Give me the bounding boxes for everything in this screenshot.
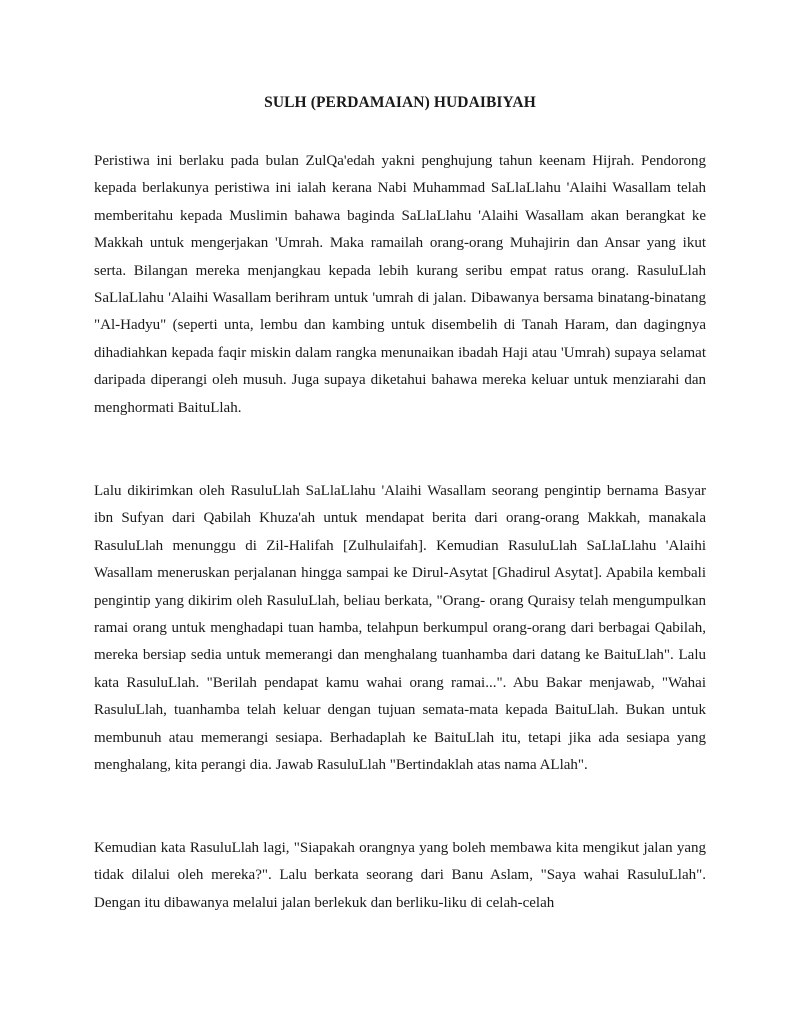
paragraph-3: Kemudian kata RasuluLlah lagi, "Siapakah orangnya yang boleh membawa kita mengikut jalan yang tidak dilalui oleh mereka?". Lalu berkata seorang dari Banu Aslam, "Saya wahai RasuluLlah". Dengan itu dibawanya melalui jalan berlekuk dan berliku-liku di celah-celah [94, 840, 706, 911]
paragraph-1: Peristiwa ini berlaku pada bulan ZulQa'edah yakni penghujung tahun keenam Hijrah. Pendorong kepada berlakunya peristiwa ini ialah kerana Nabi Muhammad SaLlaLlahu 'Alaihi Wasallam telah memberitahu kepada Muslimin bahawa baginda SaLlaLlahu 'Alaihi Wasallam akan berangkat ke Makkah untuk mengerjakan 'Umrah. Maka ramailah orang-orang Muhajirin dan Ansar yang ikut serta. Bilangan mereka menjangkau kepada lebih kurang seribu empat ratus orang. RasuluLlah SaLlaLlahu 'Alaihi Wasallam berihram untuk 'umrah di jalan. Dibawanya bersama binatang-binatang "Al-Hadyu" (seperti unta, lembu dan kambing untuk disembelih di Tanah Haram, dan dagingnya dihadiahkan kepada faqir miskin dalam rangka menunaikan ibadah Haji atau 'Umrah) supaya selamat daripada diperangi oleh musuh. Juga supaya diketahui bahawa mereka keluar untuk menziarahi dan menghormati BaituLlah. [94, 153, 706, 416]
paragraph-2: Lalu dikirimkan oleh RasuluLlah SaLlaLlahu 'Alaihi Wasallam seorang pengintip bernama Basyar ibn Sufyan dari Qabilah Khuza'ah untuk mendapat berita dari orang-orang Makkah, manakala RasuluLlah menunggu di Zil-Halifah [Zulhulaifah]. Kemudian RasuluLlah SaLlaLlahu 'Alaihi Wasallam meneruskan perjalanan hingga sampai ke Dirul-Asytat [Ghadirul Asytat]. Apabila kembali pengintip yang dikirim oleh RasuluLlah, beliau berkata, "Orang- orang Quraisy telah mengumpulkan ramai orang untuk menghadapi tuan hamba, telahpun berkumpul orang-orang dari berbagai Qabilah, mereka bersiap sedia untuk memerangi dan menghalang tuanhamba dari datang ke BaituLlah". Lalu kata RasuluLlah. "Berilah pendapat kamu wahai orang ramai...". Abu Bakar menjawab, "Wahai RasuluLlah, tuanhamba telah keluar dengan tujuan semata-mata kepada BaituLlah. Bukan untuk membunuh atau memerangi sesiapa. Berhadaplah ke BaituLlah itu, tetapi jika ada sesiapa yang menghalang, kita perangi dia. Jawab RasuluLlah "Bertindaklah atas nama ALlah". [94, 483, 706, 774]
document-title: SULH (PERDAMAIAN) HUDAIBIYAH [264, 94, 536, 111]
